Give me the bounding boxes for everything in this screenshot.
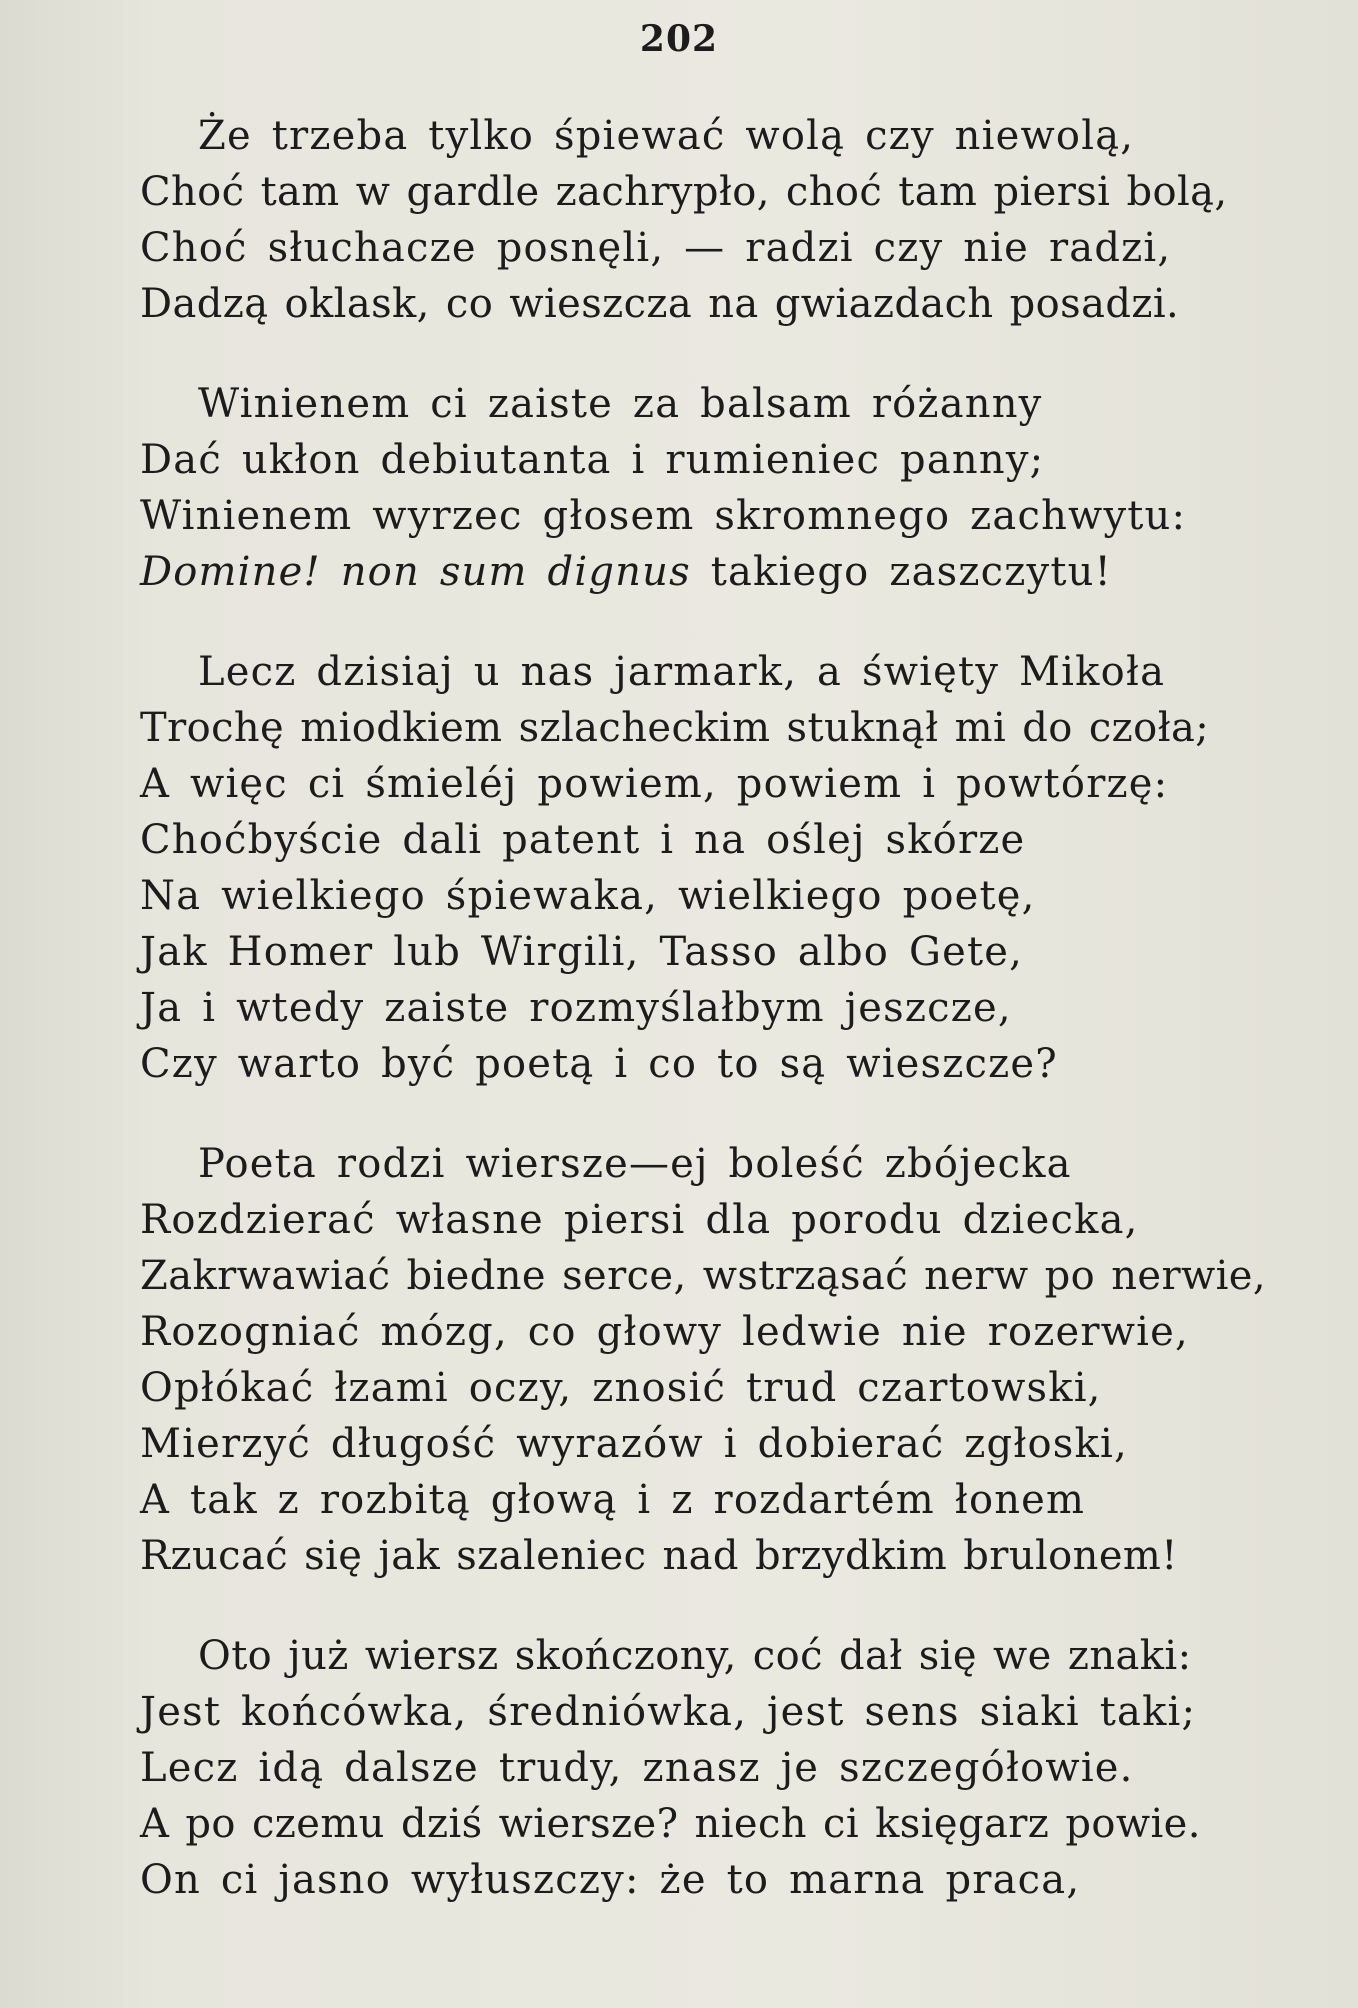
poem-line: A po czemu dziś wiersze? niech ci księgarz powie.: [140, 1801, 1201, 1847]
poem-line: Rozogniać mózg, co głowy ledwie nie rozerwie,: [140, 1309, 1189, 1355]
poem-line: Rzucać się jak szaleniec nad brzydkim brulonem!: [140, 1533, 1178, 1579]
poem-line: Jest końcówka, średniówka, jest sens siaki taki;: [140, 1689, 1197, 1735]
poem-line-rest: takiego zaszczytu!: [690, 549, 1112, 595]
poem-line: Choć słuchacze posnęli, — radzi czy nie radzi,: [140, 225, 1172, 271]
poem-line: Opłókać łzami oczy, znosić trud czartowski,: [140, 1365, 1102, 1411]
stanza-1: [140, 108, 1340, 332]
poem-line: A więc ci śmieléj powiem, powiem i powtórzę:: [140, 761, 1169, 807]
stanza-3: [140, 644, 1340, 1092]
poem-line: Rozdzierać własne piersi dla porodu dziecka,: [140, 1197, 1139, 1243]
poem-line: Choćbyście dali patent i na oślej skórze: [140, 817, 1026, 863]
poem-line: Dadzą oklask, co wieszcza na gwiazdach posadzi.: [140, 281, 1180, 327]
poem-line: Że trzeba tylko śpiewać wolą czy niewolą,: [198, 113, 1135, 159]
latin-phrase: Domine! non sum dignus: [140, 549, 691, 595]
poem-line: Trochę miodkiem szlacheckim stuknął mi do czoła;: [140, 705, 1210, 751]
poem-line: Poeta rodzi wiersze—ej boleść zbójecka: [198, 1141, 1072, 1187]
poem-body: [140, 108, 1340, 1952]
stanza-2: [140, 376, 1340, 600]
stanza-4: [140, 1136, 1340, 1584]
poem-line: Choć tam w gardle zachrypło, choć tam piersi bolą,: [140, 169, 1228, 215]
poem-line: Dać ukłon debiutanta i rumieniec panny;: [140, 437, 1045, 483]
poem-line: Jak Homer lub Wirgili, Tasso albo Gete,: [140, 929, 1024, 975]
poem-line: A tak z rozbitą głową i z rozdartém łonem: [140, 1477, 1086, 1523]
poem-line: On ci jasno wyłuszczy: że to marna praca,: [140, 1857, 1081, 1903]
poem-line: Mierzyć długość wyrazów i dobierać zgłoski,: [140, 1421, 1128, 1467]
poem-line: Czy warto być poetą i co to są wieszcze?: [140, 1041, 1058, 1087]
poem-line: Zakrwawiać biedne serce, wstrząsać nerw po nerwie,: [140, 1253, 1266, 1299]
poem-line: Na wielkiego śpiewaka, wielkiego poetę,: [140, 873, 1036, 919]
poem-line: Lecz dzisiaj u nas jarmark, a święty Mikoła: [198, 649, 1166, 695]
page-number: 202: [639, 18, 719, 60]
poem-line: Winienem ci zaiste za balsam różanny: [198, 381, 1043, 427]
poem-line: Lecz idą dalsze trudy, znasz je szczegółowie.: [140, 1745, 1134, 1791]
poem-line: Oto już wiersz skończony, coć dał się we znaki:: [198, 1633, 1192, 1679]
poem-line: Ja i wtedy zaiste rozmyślałbym jeszcze,: [140, 985, 1012, 1031]
poem-line: Winienem wyrzec głosem skromnego zachwytu:: [140, 493, 1187, 539]
poem-line: [140, 544, 1340, 600]
stanza-5: [140, 1628, 1340, 1908]
